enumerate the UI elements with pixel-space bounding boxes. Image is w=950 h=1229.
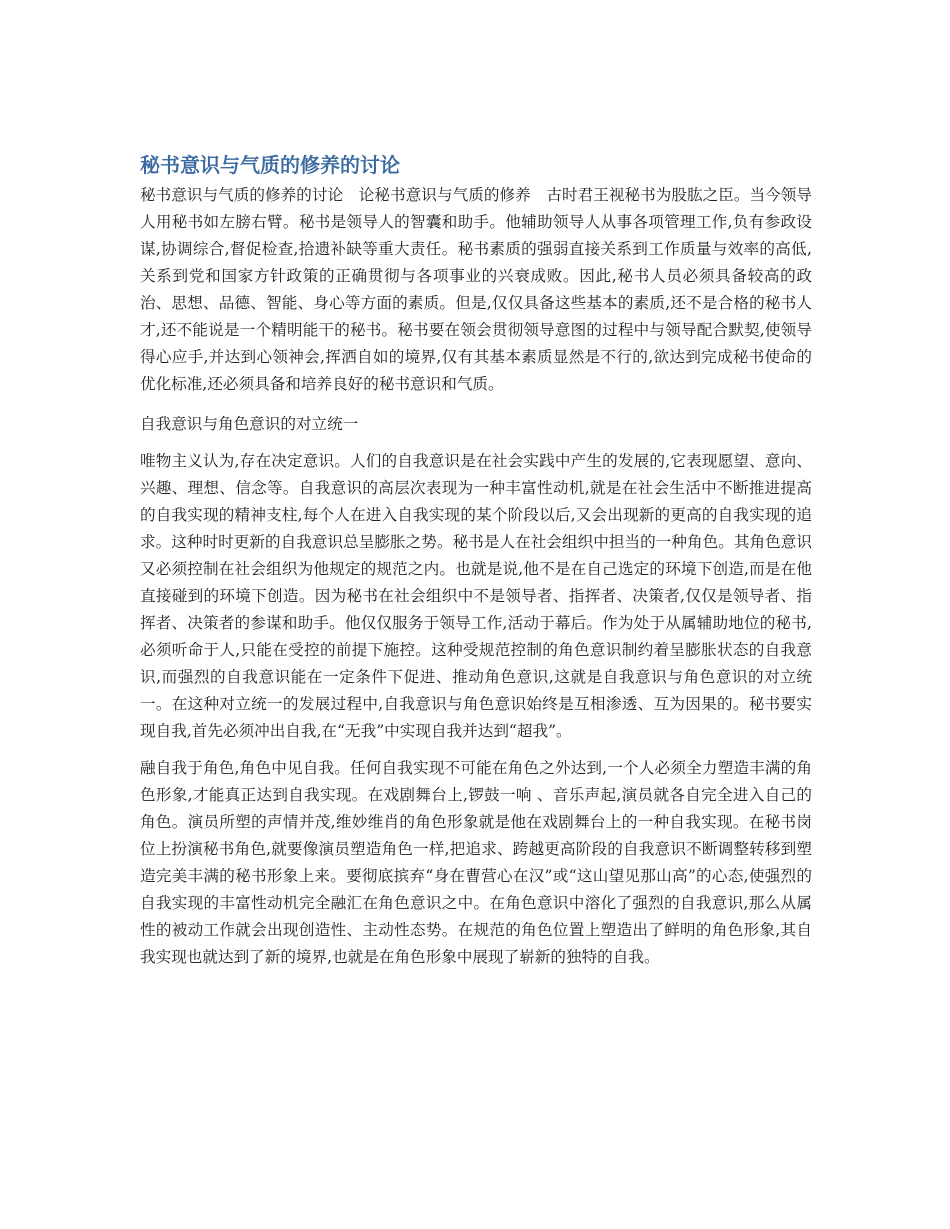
document-page [140,150,812,971]
section-heading: 自我意识与角色意识的对立统一 [140,415,359,433]
document-title: 秘书意识与气质的修养的讨论 [140,153,400,177]
body-paragraph: 唯物主义认为,存在决定意识。人们的自我意识是在社会实践中产生的发展的,它表现愿望、意向、兴趣、理想、信念等。自我意识的高层次表现为一种丰富性动机,就是在社会生活中不断推进提高的自我实现的精神支柱,每个人在进入自我实现的某个阶段以后,又会出现新的更高的自我实现的追求。这种时时更新的自我意识总呈膨胀之势。秘书是人在社会组织中担当的一种角色。其角色意识又必须控制在社会组织为他规定的规范之内。也就是说,他不是在自己选定的环境下创造,而是在他直接碰到的环境下创造。因为秘书在社会组织中不是领导者、指挥者、决策者,仅仅是领导者、指挥者、决策者的参谋和助手。他仅仅服务于领导工作,活动于幕后。作为处于从属辅助地位的秘书,必须听命于人,只能在受控的前提下施控。这种受规范控制的角色意识制约着呈膨胀状态的自我意识,而强烈的自我意识能在一定条件下促进、推动角色意识,这就是自我意识与角色意识的对立统一。在这种对立统一的发展过程中,自我意识与角色意识始终是互相渗透、互为因果的。秘书要实现自我,首先必须冲出自我,在“无我”中实现自我并达到“超我”。 [140,452,812,740]
intro-paragraph: 秘书意识与气质的修养的讨论 论秘书意识与气质的修养 古时君王视秘书为股肱之臣。当今领导人用秘书如左膀右臂。秘书是领导人的智囊和助手。他辅助领导人从事各项管理工作,负有参政设谋,协调综合,督促检查,拾遗补缺等重大责任。秘书素质的强弱直接关系到工作质量与效率的高低,关系到党和国家方针政策的正确贯彻与各项事业的兴衰成败。因此,秘书人员必须具备较高的政治、思想、品德、智能、身心等方面的素质。但是,仅仅具备这些基本的素质,还不是合格的秘书人才,还不能说是一个精明能干的秘书。秘书要在领会贯彻领导意图的过程中与领导配合默契,使领导得心应手,并达到心领神会,挥洒自如的境界,仅有其基本素质显然是不行的,欲达到完成秘书使命的优化标准,还必须具备和培养良好的秘书意识和气质。 [140,186,812,393]
body-paragraph: 融自我于角色,角色中见自我。任何自我实现不可能在角色之外达到,一个人必须全力塑造丰满的角色形象,才能真正达到自我实现。在戏剧舞台上,锣鼓一响 、音乐声起,演员就各自完全进入自己的角色。演员所塑的声情并茂,维妙维肖的角色形象就是他在戏剧舞台上的一种自我实现。在秘书岗位上扮演秘书角色,就要像演员塑造角色一样,把追求、跨越更高阶段的自我意识不断调整转移到塑造完美丰满的秘书形象上来。要彻底摈弃“身在曹营心在汉”或“这山望见那山高”的心态,使强烈的自我实现的丰富性动机完全融汇在角色意识之中。在角色意识中溶化了强烈的自我意识,那么从属性的被动工作就会出现创造性、主动性态势。在规范的角色位置上塑造出了鲜明的角色形象,其自我实现也就达到了新的境界,也就是在角色形象中展现了崭新的独特的自我。 [140,759,812,966]
